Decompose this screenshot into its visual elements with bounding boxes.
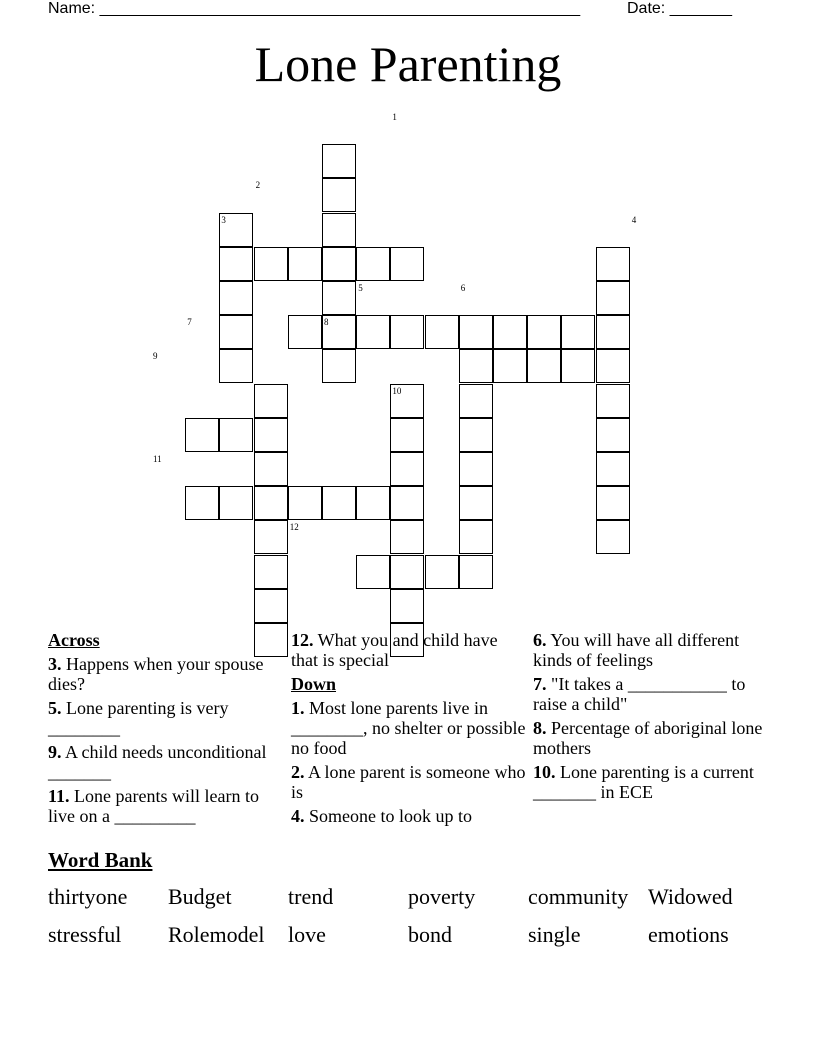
crossword-cell[interactable]: [596, 520, 630, 554]
word-bank-word: trend: [288, 884, 334, 909]
clue-column-3: [533, 630, 768, 806]
clue-number-label: 12.: [291, 630, 314, 650]
clue-item: [291, 806, 526, 826]
clue-number-label: 6.: [533, 630, 547, 650]
crossword-cell[interactable]: [254, 589, 288, 623]
clue-number: 12: [289, 522, 299, 533]
clue-number: 1: [392, 112, 397, 122]
clue-text: Lone parenting is a current _______ in ECE: [533, 762, 754, 802]
crossword-cell[interactable]: [561, 315, 595, 349]
crossword-cell[interactable]: [356, 315, 390, 349]
clue-number: 10: [392, 385, 402, 396]
crossword-cell[interactable]: [322, 349, 356, 383]
clue-item: [291, 762, 526, 802]
crossword-cell[interactable]: [356, 486, 390, 520]
crossword-cell[interactable]: [390, 247, 424, 281]
crossword-cell[interactable]: [596, 315, 630, 349]
clue-item: [48, 786, 283, 826]
clue-number-label: 7.: [533, 674, 547, 694]
word-bank-word: Budget: [168, 884, 232, 909]
clue-item: [48, 654, 283, 694]
clue-text: "It takes a ___________ to raise a child": [533, 674, 746, 714]
crossword-cell[interactable]: [356, 247, 390, 281]
clue-text: Percentage of aboriginal lone mothers: [533, 718, 763, 758]
crossword-cell[interactable]: [288, 247, 322, 281]
crossword-cell[interactable]: [596, 452, 630, 486]
crossword-cell[interactable]: [596, 384, 630, 418]
crossword-cell[interactable]: [493, 349, 527, 383]
crossword-cell[interactable]: [596, 486, 630, 520]
crossword-cell[interactable]: [322, 213, 356, 247]
crossword-cell[interactable]: [254, 555, 288, 589]
crossword-cell[interactable]: [322, 178, 356, 212]
crossword-cell[interactable]: [254, 520, 288, 554]
clue-text: Most lone parents live in ________, no shelter or possible no food: [291, 698, 526, 758]
crossword-cell[interactable]: [527, 349, 561, 383]
word-bank-word: single: [528, 922, 581, 947]
clue-text: Lone parents will learn to live on a _________: [48, 786, 259, 826]
crossword-cell[interactable]: [288, 315, 322, 349]
crossword-cell[interactable]: [425, 315, 459, 349]
crossword-cell[interactable]: [390, 418, 424, 452]
crossword-cell[interactable]: [185, 486, 219, 520]
crossword-cell[interactable]: [390, 589, 424, 623]
word-bank-word: community: [528, 884, 629, 909]
crossword-cell[interactable]: [459, 315, 493, 349]
crossword-cell[interactable]: [425, 555, 459, 589]
crossword-cell[interactable]: [459, 452, 493, 486]
clue-item: [291, 698, 526, 758]
word-bank-word: thirtyone: [48, 884, 128, 909]
clue-text: Someone to look up to: [304, 806, 472, 826]
clue-item: [48, 698, 283, 738]
down-heading: Down: [291, 674, 337, 694]
clue-text: Happens when your spouse dies?: [48, 654, 264, 694]
clue-text: What you and child have that is special: [291, 630, 498, 670]
crossword-cell[interactable]: [561, 349, 595, 383]
crossword-cell[interactable]: [596, 281, 630, 315]
crossword-cell[interactable]: [219, 349, 253, 383]
crossword-cell[interactable]: [254, 452, 288, 486]
word-bank-word: Rolemodel: [168, 922, 265, 947]
crossword-cell[interactable]: [596, 247, 630, 281]
clue-number-label: 3.: [48, 654, 62, 674]
clue-number-label: 11.: [48, 786, 70, 806]
crossword-cell[interactable]: [219, 315, 253, 349]
word-bank-word: love: [288, 922, 326, 947]
clue-item: [533, 630, 768, 670]
crossword-cell[interactable]: [390, 315, 424, 349]
clue-number: 9: [153, 351, 158, 362]
clue-text: Lone parenting is very ________: [48, 698, 229, 738]
across-heading: Across: [48, 630, 100, 650]
word-bank-word: stressful: [48, 922, 122, 947]
name-field-label: Name: ______________________________________________________: [48, 0, 581, 17]
crossword-cell[interactable]: [390, 520, 424, 554]
crossword-cell[interactable]: [322, 247, 356, 281]
crossword-cell[interactable]: [254, 486, 288, 520]
clue-item: [291, 630, 526, 670]
crossword-cell[interactable]: [596, 418, 630, 452]
crossword-cell[interactable]: [322, 144, 356, 178]
clue-number: 7: [187, 317, 192, 328]
clue-column-2: [291, 630, 526, 830]
crossword-cell[interactable]: [493, 315, 527, 349]
clue-item: [533, 674, 768, 714]
clue-number-label: 9.: [48, 742, 62, 762]
clue-number-label: 4.: [291, 806, 305, 826]
crossword-cell[interactable]: [322, 486, 356, 520]
clue-number-label: 5.: [48, 698, 62, 718]
crossword-cell[interactable]: [254, 384, 288, 418]
crossword-cell[interactable]: [390, 486, 424, 520]
word-bank-word: bond: [408, 922, 452, 947]
clue-number: 5: [358, 283, 363, 293]
crossword-cell[interactable]: [459, 555, 493, 589]
page-title: Lone Parenting: [254, 36, 562, 92]
crossword-cell[interactable]: [219, 247, 253, 281]
clue-text: A lone parent is someone who is: [291, 762, 526, 802]
word-bank-word: poverty: [408, 884, 476, 909]
crossword-cell[interactable]: [459, 486, 493, 520]
crossword-cell[interactable]: [527, 315, 561, 349]
date-field-label: Date: _______: [627, 0, 732, 17]
clue-text: You will have all different kinds of feelings: [533, 630, 740, 670]
crossword-cell[interactable]: [596, 349, 630, 383]
crossword-cell[interactable]: [254, 418, 288, 452]
crossword-cell[interactable]: [219, 281, 253, 315]
crossword-cell[interactable]: [254, 247, 288, 281]
crossword-cell[interactable]: [356, 555, 390, 589]
clue-number: 11: [153, 454, 162, 464]
crossword-cell[interactable]: [459, 349, 493, 383]
clue-number-label: 8.: [533, 718, 547, 738]
clue-number: 4: [631, 214, 637, 225]
clue-number-label: 2.: [291, 762, 305, 782]
crossword-cell[interactable]: [219, 418, 253, 452]
clue-number: 8: [324, 317, 329, 328]
crossword-cell[interactable]: [459, 384, 493, 418]
word-bank-title: Word Bank: [48, 848, 153, 872]
crossword-cell[interactable]: [322, 281, 356, 315]
clue-number-label: 10.: [533, 762, 556, 782]
crossword-cell[interactable]: [390, 555, 424, 589]
clue-number-label: 1.: [291, 698, 305, 718]
clue-column-1: [48, 630, 283, 830]
crossword-cell[interactable]: [219, 486, 253, 520]
crossword-cell[interactable]: [288, 486, 322, 520]
crossword-cell[interactable]: [390, 452, 424, 486]
clue-number: 6: [460, 283, 466, 293]
clue-item: [533, 718, 768, 758]
clue-number: 2: [255, 180, 261, 191]
crossword-cell[interactable]: [185, 418, 219, 452]
word-bank-word: emotions: [648, 922, 729, 947]
clue-item: [48, 742, 283, 782]
clue-number: 3: [221, 214, 226, 225]
crossword-cell[interactable]: [459, 520, 493, 554]
crossword-cell[interactable]: [459, 418, 493, 452]
clue-text: A child needs unconditional _______: [48, 742, 267, 782]
clue-item: [533, 762, 768, 802]
word-bank-word: Widowed: [648, 884, 733, 909]
